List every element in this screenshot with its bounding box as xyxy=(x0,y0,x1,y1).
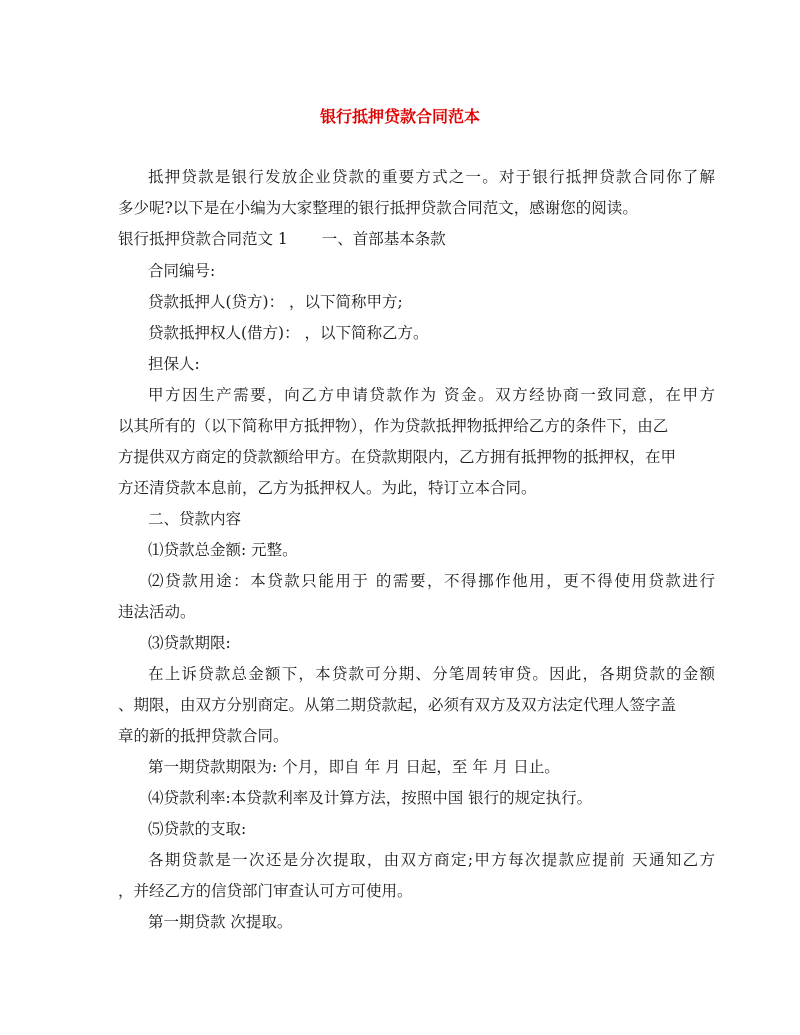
paragraph-line: ⑶贷款期限: xyxy=(148,634,231,652)
paragraph-line: 违法活动。 xyxy=(118,603,196,621)
paragraph-line: 多少呢?以下是在小编为大家整理的银行抵押贷款合同范文，感谢您的阅读。 xyxy=(118,199,638,217)
paragraph-line: 合同编号: xyxy=(148,262,216,280)
paragraph-line: ⑵贷款用途：本贷款只能用于 的需要，不得挪作他用，更不得使用贷款进行 xyxy=(148,572,715,590)
paragraph-line: ，并经乙方的信贷部门审查认可方可使用。 xyxy=(118,882,413,900)
paragraph-line: 贷款抵押人(贷方)： ，以下简称甲方; xyxy=(148,293,403,311)
document-title: 银行抵押贷款合同范本 xyxy=(319,107,480,126)
paragraph-line: 、期限，由双方分别商定。从第二期贷款起，必须有双方及双方法定代理人签字盖 xyxy=(118,696,677,714)
section-heading: 二、贷款内容 xyxy=(148,510,242,528)
paragraph-line: 方还清贷款本息前，乙方为抵押权人。为此，特订立本合同。 xyxy=(118,479,537,497)
section-heading: 一、首部基本条款 xyxy=(321,230,446,248)
paragraph-line: 甲方因生产需要，向乙方申请贷款作为 资金。双方经协商一致同意，在甲方 xyxy=(148,386,715,404)
paragraph-line: 抵押贷款是银行发放企业贷款的重要方式之一。对于银行抵押贷款合同你了解 xyxy=(148,168,715,186)
sample-heading: 银行抵押贷款合同范文 1 xyxy=(118,230,288,248)
paragraph-line: ⑷贷款利率:本贷款利率及计算方法，按照中国 银行的规定执行。 xyxy=(148,789,593,807)
paragraph-line: ⑸贷款的支取: xyxy=(148,820,247,838)
paragraph-line: 方提供双方商定的贷款额给甲方。在贷款期限内，乙方拥有抵押物的抵押权，在甲 xyxy=(118,448,677,466)
paragraph-line: 贷款抵押权人(借方)： ，以下简称乙方。 xyxy=(148,324,429,342)
paragraph-line: 以其所有的（以下简称甲方抵押物），作为贷款抵押物抵押给乙方的条件下，由乙 xyxy=(118,417,669,435)
paragraph-line: 章的新的抵押贷款合同。 xyxy=(118,727,289,745)
paragraph-line: 各期贷款是一次还是分次提取，由双方商定;甲方每次提款应提前 天通知乙方 xyxy=(148,851,715,869)
paragraph-line: 第一期贷款期限为: 个月，即自 年 月 日起，至 年 月 日止。 xyxy=(148,758,560,776)
paragraph-line: ⑴贷款总金额: 元整。 xyxy=(148,541,298,559)
paragraph-line: 第一期贷款 次提取。 xyxy=(148,913,293,931)
paragraph-line: 在上诉贷款总金额下，本贷款可分期、分笔周转审贷。因此，各期贷款的金额 xyxy=(148,665,715,683)
section-heading-line xyxy=(118,229,698,249)
paragraph-line: 担保人: xyxy=(148,355,200,373)
